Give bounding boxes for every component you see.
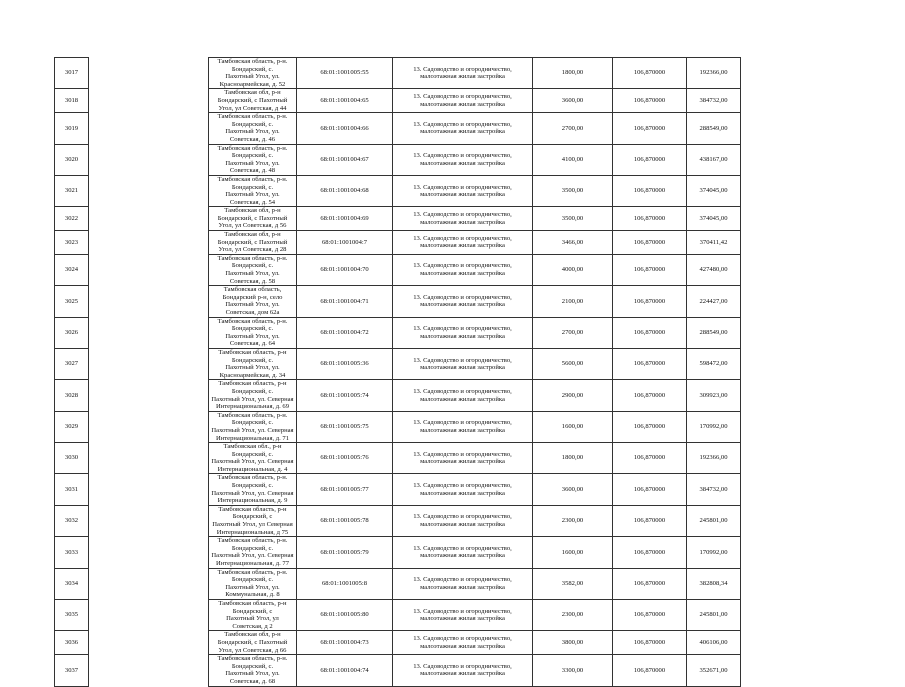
land-use-line: малоэтажная жилая застройка [420, 364, 505, 372]
address-cell [209, 58, 297, 89]
cadastral-number-cell: 68:01:1001004:7 [297, 231, 393, 255]
land-use-line: малоэтажная жилая застройка [420, 670, 505, 678]
address-line: Тамбовская область, р-н. Бондарский, с. [217, 655, 288, 670]
land-use-cell [393, 175, 533, 206]
area-cell: 2300,00 [533, 599, 613, 630]
cadastral-value-cell: 245801,00 [687, 505, 741, 536]
cadastral-number-cell: 68:01:1001004:66 [297, 113, 393, 144]
cadastral-value-cell: 352671,00 [687, 655, 741, 686]
address-line: Интернациональная, д. 9 [217, 497, 288, 505]
row-number-cell: 3033 [55, 537, 89, 568]
cadastral-value-cell: 427480,00 [687, 254, 741, 285]
address-cell [209, 411, 297, 442]
address-line: Интернациональная, д. 71 [215, 434, 290, 442]
land-use-line: 13. Садоводство и огородничество, [413, 607, 512, 615]
address-line: Пахотный Угол, ул. Северная [211, 426, 294, 434]
land-use-line: малоэтажная жилая застройка [420, 159, 505, 167]
rate-cell: 106,870000 [613, 380, 687, 411]
blank-column-cell [89, 144, 209, 175]
address-line: Тамбовская область, р-н. Бондарский, с. [217, 568, 288, 584]
land-use-cell [393, 443, 533, 474]
area-cell: 2100,00 [533, 286, 613, 317]
area-cell: 3600,00 [533, 474, 613, 505]
address-cell [209, 380, 297, 411]
blank-column-cell [89, 474, 209, 505]
cadastral-value-cell: 288549,00 [687, 113, 741, 144]
row-number-cell: 3022 [55, 207, 89, 231]
cadastral-number-cell: 68:01:1001004:73 [297, 631, 393, 655]
area-cell: 1800,00 [533, 443, 613, 474]
address-line: Тамбовская область, р-н Бондарский, с [218, 599, 287, 615]
address-cell [209, 474, 297, 505]
rate-cell: 106,870000 [613, 58, 687, 89]
land-use-line: малоэтажная жилая застройка [420, 552, 505, 560]
land-use-line: 13. Садоводство и огородничество, [413, 211, 512, 219]
land-use-line: 13. Садоводство и огородничество, [413, 234, 512, 242]
area-cell: 2700,00 [533, 317, 613, 348]
area-cell: 3800,00 [533, 631, 613, 655]
land-use-line: малоэтажная жилая застройка [420, 521, 505, 529]
land-use-cell [393, 655, 533, 686]
land-use-line: малоэтажная жилая застройка [420, 583, 505, 591]
cadastral-number-cell: 68:01:1001005:74 [297, 380, 393, 411]
rate-cell: 106,870000 [613, 599, 687, 630]
row-number-cell: 3031 [55, 474, 89, 505]
blank-column-cell [89, 175, 209, 206]
table-row [55, 175, 741, 206]
table-row [55, 58, 741, 89]
row-number-cell: 3024 [55, 254, 89, 285]
blank-column-cell [89, 380, 209, 411]
cadastral-value-cell: 288549,00 [687, 317, 741, 348]
address-line: Пахотный Угол, ул. Советская, д. 46 [225, 128, 280, 143]
land-use-line: 13. Садоводство и огородничество, [413, 576, 512, 584]
address-line: Пахотный Угол, ул. Советская, дом 62а [225, 301, 280, 316]
address-line: Тамбовская область, р-н. Бондарский, с. [217, 411, 288, 427]
cadastral-value-cell: 382808,34 [687, 568, 741, 599]
blank-column-cell [89, 113, 209, 144]
address-line: Тамбовская область, р-н. Бондарский, с. [217, 113, 288, 128]
table-row [55, 380, 741, 411]
address-line: Угол, ул Советская, д 56 [218, 222, 287, 230]
blank-column-cell [89, 348, 209, 379]
address-line: Тамбовская обл., р-н Бондарский, с. [223, 443, 282, 458]
address-cell [209, 175, 297, 206]
rate-cell: 106,870000 [613, 568, 687, 599]
table-row [55, 505, 741, 536]
address-line: Пахотный Угол, ул. Красноармейская, д. 52 [219, 73, 286, 88]
area-cell: 3500,00 [533, 175, 613, 206]
address-line: Пахотный Угол, ул. Северная [211, 395, 294, 403]
row-number-cell: 3037 [55, 655, 89, 686]
land-use-cell [393, 348, 533, 379]
cadastral-value-cell: 170992,00 [687, 411, 741, 442]
address-line: Тамбовская область, Бондарский р-н, село [222, 286, 283, 301]
blank-column-cell [89, 207, 209, 231]
cadastral-value-cell: 406106,00 [687, 631, 741, 655]
land-use-line: 13. Садоводство и огородничество, [413, 152, 512, 160]
area-cell: 1800,00 [533, 58, 613, 89]
land-use-line: малоэтажная жилая застройка [420, 489, 505, 497]
land-use-line: малоэтажная жилая застройка [420, 395, 505, 403]
rate-cell: 106,870000 [613, 505, 687, 536]
address-line: Угол, ул Советская, д 44 [218, 104, 287, 112]
address-line: Тамбовская область, р-н Бондарский, с. [218, 380, 287, 395]
blank-column-cell [89, 231, 209, 255]
row-number-cell: 3036 [55, 631, 89, 655]
table-row [55, 254, 741, 285]
address-line: Интернациональная, д. 69 [215, 403, 290, 411]
land-use-line: 13. Садоводство и огородничество, [413, 544, 512, 552]
cadastral-number-cell: 68:01:1001005:77 [297, 474, 393, 505]
cadastral-value-cell: 192366,00 [687, 443, 741, 474]
area-cell: 3500,00 [533, 207, 613, 231]
address-cell [209, 144, 297, 175]
row-number-cell: 3023 [55, 231, 89, 255]
blank-column-cell [89, 599, 209, 630]
address-line: Тамбовская обл, р-н Бондарский, с Пахотный [217, 89, 288, 104]
cadastral-value-cell: 374045,00 [687, 175, 741, 206]
blank-column-cell [89, 58, 209, 89]
cadastral-number-cell: 68:01:1001005:8 [297, 568, 393, 599]
land-use-cell [393, 380, 533, 411]
cadastral-number-cell: 68:01:1001005:78 [297, 505, 393, 536]
address-line: Тамбовская область, р-н. Бондарский, с. [217, 537, 288, 552]
blank-column-cell [89, 443, 209, 474]
table-row [55, 631, 741, 655]
blank-column-cell [89, 286, 209, 317]
land-use-line: малоэтажная жилая застройка [420, 73, 505, 81]
address-cell [209, 348, 297, 379]
address-cell [209, 599, 297, 630]
cadastral-number-cell: 68:01:1001004:68 [297, 175, 393, 206]
address-cell [209, 286, 297, 317]
cadastral-number-cell: 68:01:1001004:72 [297, 317, 393, 348]
land-use-cell [393, 537, 533, 568]
cadastral-value-cell: 374045,00 [687, 207, 741, 231]
rate-cell: 106,870000 [613, 207, 687, 231]
blank-column-cell [89, 655, 209, 686]
address-line: Пахотный Угол, ул. Советская, д. 58 [225, 270, 280, 285]
land-use-line: малоэтажная жилая застройка [420, 332, 505, 340]
land-use-cell [393, 113, 533, 144]
blank-column-cell [89, 411, 209, 442]
blank-column-cell [89, 568, 209, 599]
area-cell: 2700,00 [533, 113, 613, 144]
land-use-line: малоэтажная жилая застройка [420, 642, 505, 650]
row-number-cell: 3025 [55, 286, 89, 317]
address-line: Интернациональная, д. 77 [215, 560, 290, 567]
area-cell: 4000,00 [533, 254, 613, 285]
cadastral-value-cell: 170992,00 [687, 537, 741, 568]
address-line: Интернациональная, д. 4 [217, 465, 288, 473]
land-use-line: 13. Садоводство и огородничество, [413, 450, 512, 458]
land-use-line: 13. Садоводство и огородничество, [413, 482, 512, 490]
land-use-cell [393, 599, 533, 630]
area-cell: 3582,00 [533, 568, 613, 599]
address-line: Пахотный Угол, ул. Советская, д. 64 [225, 332, 280, 348]
address-line: Тамбовская область, р-н. Бондарский, с. [217, 144, 288, 160]
cadastral-value-cell: 245801,00 [687, 599, 741, 630]
address-cell [209, 231, 297, 255]
address-line: Тамбовская область, р-н Бондарский, с. [218, 348, 287, 364]
land-use-line: 13. Садоводство и огородничество, [413, 635, 512, 643]
row-number-cell: 3018 [55, 89, 89, 113]
table-row [55, 537, 741, 568]
land-use-line: 13. Садоводство и огородничество, [413, 262, 512, 270]
land-use-line: 13. Садоводство и огородничество, [413, 120, 512, 128]
land-use-cell [393, 254, 533, 285]
address-line: Тамбовская область, р-н. Бондарский, с. [217, 254, 288, 270]
table-row [55, 568, 741, 599]
address-line: Тамбовская обл, р-н Бондарский, с Пахотный [217, 231, 288, 246]
land-use-line: 13. Садоводство и огородничество, [413, 356, 512, 364]
address-line: Пахотный Угол, ул. Северная [211, 458, 294, 466]
row-number-cell: 3030 [55, 443, 89, 474]
land-use-cell [393, 317, 533, 348]
address-cell [209, 631, 297, 655]
address-line: Пахотный Угол, ул. Северная [211, 552, 294, 560]
blank-column-cell [89, 254, 209, 285]
address-line: Тамбовская область, р-н Бондарский, с [218, 505, 287, 521]
cadastral-number-cell: 68:01:1001005:36 [297, 348, 393, 379]
row-number-cell: 3034 [55, 568, 89, 599]
land-use-line: 13. Садоводство и огородничество, [413, 65, 512, 73]
cadastral-value-cell: 309923,00 [687, 380, 741, 411]
rate-cell: 106,870000 [613, 474, 687, 505]
cadastral-value-cell: 598472,00 [687, 348, 741, 379]
row-number-cell: 3032 [55, 505, 89, 536]
area-cell: 3600,00 [533, 89, 613, 113]
land-use-line: 13. Садоводство и огородничество, [413, 293, 512, 301]
rate-cell: 106,870000 [613, 631, 687, 655]
row-number-cell: 3017 [55, 58, 89, 89]
address-line: Пахотный Угол, ул Советская, д 2 [226, 615, 279, 630]
rate-cell: 106,870000 [613, 231, 687, 255]
land-use-cell [393, 474, 533, 505]
table-row [55, 411, 741, 442]
table-row [55, 317, 741, 348]
land-use-line: малоэтажная жилая застройка [420, 301, 505, 309]
area-cell: 3466,00 [533, 231, 613, 255]
address-line: Пахотный Угол, ул. Советская, д. 54 [225, 191, 280, 206]
rate-cell: 106,870000 [613, 144, 687, 175]
address-line: Тамбовская обл, р-н Бондарский, с Пахотный [217, 631, 288, 646]
land-use-line: малоэтажная жилая застройка [420, 218, 505, 226]
cadastral-number-cell: 68:01:1001004:65 [297, 89, 393, 113]
land-use-line: 13. Садоводство и огородничество, [413, 419, 512, 427]
land-use-cell [393, 58, 533, 89]
blank-column-cell [89, 537, 209, 568]
rate-cell: 106,870000 [613, 254, 687, 285]
land-use-line: 13. Садоводство и огородничество, [413, 93, 512, 101]
address-line: Пахотный Угол, ул. Советская, д. 48 [225, 159, 280, 175]
address-cell [209, 317, 297, 348]
area-cell: 2900,00 [533, 380, 613, 411]
land-use-cell [393, 207, 533, 231]
address-line: Пахотный Угол, ул. Северная [211, 489, 294, 497]
land-use-line: малоэтажная жилая застройка [420, 242, 505, 250]
area-cell: 2300,00 [533, 505, 613, 536]
land-use-line: малоэтажная жилая застройка [420, 191, 505, 199]
land-use-cell [393, 144, 533, 175]
blank-column-cell [89, 505, 209, 536]
table-row [55, 599, 741, 630]
address-line: Угол, ул Советская, д 28 [218, 246, 287, 254]
area-cell: 1600,00 [533, 537, 613, 568]
land-use-line: малоэтажная жилая застройка [420, 128, 505, 136]
cadastral-number-cell: 68:01:1001004:67 [297, 144, 393, 175]
table-row [55, 348, 741, 379]
row-number-cell: 3035 [55, 599, 89, 630]
address-line: Пахотный Угол, ул. Коммунальная, д. 8 [225, 583, 280, 599]
row-number-cell: 3021 [55, 175, 89, 206]
address-line: Пахотный Угол, ул. Советская, д. 68 [225, 670, 280, 685]
area-cell: 3300,00 [533, 655, 613, 686]
land-use-cell [393, 411, 533, 442]
land-use-line: малоэтажная жилая застройка [420, 270, 505, 278]
area-cell: 1600,00 [533, 411, 613, 442]
table-row [55, 443, 741, 474]
address-cell [209, 207, 297, 231]
address-cell [209, 89, 297, 113]
address-cell [209, 505, 297, 536]
land-use-line: малоэтажная жилая застройка [420, 615, 505, 623]
table-row [55, 231, 741, 255]
land-use-cell [393, 505, 533, 536]
address-cell [209, 443, 297, 474]
land-use-line: 13. Садоводство и огородничество, [413, 325, 512, 333]
land-use-line: малоэтажная жилая застройка [420, 426, 505, 434]
land-use-cell [393, 568, 533, 599]
area-cell: 5600,00 [533, 348, 613, 379]
cadastral-value-cell: 370411,42 [687, 231, 741, 255]
cadastral-number-cell: 68:01:1001004:70 [297, 254, 393, 285]
address-cell [209, 113, 297, 144]
cadastral-value-cell: 192366,00 [687, 58, 741, 89]
rate-cell: 106,870000 [613, 443, 687, 474]
land-use-line: малоэтажная жилая застройка [420, 458, 505, 466]
land-use-line: малоэтажная жилая застройка [420, 100, 505, 108]
cadastral-number-cell: 68:01:1001005:55 [297, 58, 393, 89]
register-table [54, 57, 741, 687]
land-use-line: 13. Садоводство и огородничество, [413, 662, 512, 670]
address-line: Интернациональная, д 75 [216, 528, 289, 536]
address-line: Пахотный Угол, ул. Красноармейская, д. 34 [219, 364, 286, 379]
address-line: Тамбовская область, р-н. Бондарский, с. [217, 175, 288, 191]
row-number-cell: 3026 [55, 317, 89, 348]
cadastral-number-cell: 68:01:1001005:80 [297, 599, 393, 630]
land-use-line: 13. Садоводство и огородничество, [413, 513, 512, 521]
cadastral-number-cell: 68:01:1001004:69 [297, 207, 393, 231]
cadastral-number-cell: 68:01:1001005:76 [297, 443, 393, 474]
rate-cell: 106,870000 [613, 537, 687, 568]
address-line: Пахотный Угол, ул Северная [212, 521, 293, 529]
table-row [55, 89, 741, 113]
land-use-cell [393, 89, 533, 113]
cadastral-number-cell: 68:01:1001004:71 [297, 286, 393, 317]
blank-column-cell [89, 631, 209, 655]
address-cell [209, 568, 297, 599]
address-line: Тамбовская область, р-н. Бондарский, с. [217, 58, 288, 73]
rate-cell: 106,870000 [613, 286, 687, 317]
blank-column-cell [89, 317, 209, 348]
table-row [55, 144, 741, 175]
cadastral-number-cell: 68:01:1001005:75 [297, 411, 393, 442]
rate-cell: 106,870000 [613, 113, 687, 144]
row-number-cell: 3028 [55, 380, 89, 411]
address-line: Тамбовская обл, р-н Бондарский, с Пахотный [217, 207, 288, 222]
row-number-cell: 3027 [55, 348, 89, 379]
rate-cell: 106,870000 [613, 655, 687, 686]
table-row [55, 474, 741, 505]
cadastral-number-cell: 68:01:1001004:74 [297, 655, 393, 686]
address-line: Угол, ул Советская, д 66 [218, 646, 287, 654]
address-cell [209, 655, 297, 686]
rate-cell: 106,870000 [613, 348, 687, 379]
cadastral-value-cell: 384732,00 [687, 89, 741, 113]
table-row [55, 286, 741, 317]
cadastral-value-cell: 384732,00 [687, 474, 741, 505]
cadastral-value-cell: 438167,00 [687, 144, 741, 175]
row-number-cell: 3029 [55, 411, 89, 442]
land-use-line: 13. Садоводство и огородничество, [413, 183, 512, 191]
blank-column-cell [89, 89, 209, 113]
rate-cell: 106,870000 [613, 317, 687, 348]
table-body [55, 58, 741, 687]
table-row [55, 113, 741, 144]
address-cell [209, 254, 297, 285]
address-line: Тамбовская область, р-н. Бондарский, с. [217, 474, 288, 490]
row-number-cell: 3019 [55, 113, 89, 144]
table-row [55, 655, 741, 686]
rate-cell: 106,870000 [613, 175, 687, 206]
land-use-cell [393, 631, 533, 655]
land-use-cell [393, 231, 533, 255]
table-row [55, 207, 741, 231]
address-line: Тамбовская область, р-н. Бондарский, с. [217, 317, 288, 333]
rate-cell: 106,870000 [613, 411, 687, 442]
rate-cell: 106,870000 [613, 89, 687, 113]
address-cell [209, 537, 297, 568]
land-use-line: 13. Садоводство и огородничество, [413, 387, 512, 395]
area-cell: 4100,00 [533, 144, 613, 175]
cadastral-number-cell: 68:01:1001005:79 [297, 537, 393, 568]
land-use-cell [393, 286, 533, 317]
row-number-cell: 3020 [55, 144, 89, 175]
cadastral-value-cell: 224427,00 [687, 286, 741, 317]
